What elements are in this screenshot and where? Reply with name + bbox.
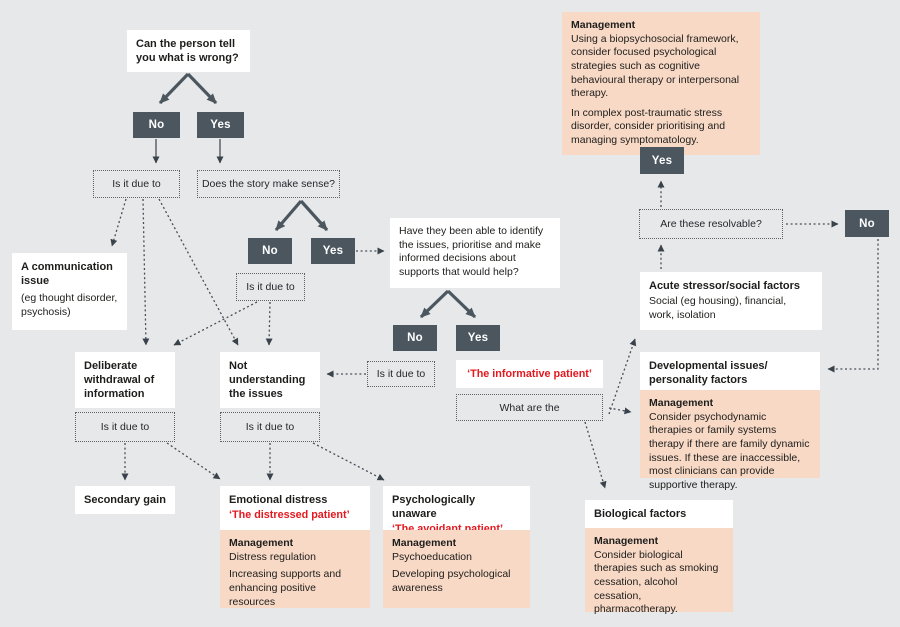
solid-arrows [156, 139, 220, 163]
node-yes-2 [311, 238, 355, 264]
arrow-due1-to-communication [112, 199, 126, 246]
node-no-4 [845, 210, 889, 237]
node-emotional-management [220, 530, 370, 608]
node-deliberate-withdrawal [75, 352, 175, 408]
node-title: A communication issue [21, 261, 113, 288]
node-text: Can the person tell you what is wrong? [136, 38, 239, 65]
node-title: Deliberate withdrawal of information [84, 360, 155, 401]
node-title: Developmental issues/ personality factors [649, 360, 768, 387]
node-label: Is it due to [100, 421, 150, 433]
node-story-make-sense [197, 170, 340, 198]
management-heading: Management [649, 397, 714, 409]
management-heading: Management [571, 19, 636, 31]
arrow-no4-to-developmental [828, 239, 878, 369]
arrow-whatarethe-to-acute [609, 339, 635, 414]
node-is-it-due-to-3 [367, 361, 435, 387]
arrow-story-to-yes2 [301, 201, 327, 230]
node-biological-management [585, 528, 733, 616]
management-line: Psychoeducation [392, 550, 472, 563]
management-line: Distress regulation [229, 550, 316, 563]
node-no-1 [133, 112, 180, 138]
node-label: Yes [651, 154, 673, 167]
node-title: Not understanding the issues [229, 360, 306, 401]
management-heading: Management [392, 537, 457, 549]
arrow-due5-to-avoidant [313, 443, 384, 480]
arrow-cantell-to-yes1 [188, 74, 216, 103]
node-label: Are these resolvable? [660, 218, 762, 230]
node-top-management [562, 12, 760, 155]
node-text: Have they been able to identify the issues, prioritise and make informed decisions about supports that would help? [399, 225, 544, 278]
node-can-person-tell [127, 30, 250, 72]
node-are-these-resolvable [639, 209, 783, 239]
node-informative-patient [456, 360, 603, 388]
node-label: Is it due to [246, 281, 295, 293]
arrow-due1-to-notunderstanding [159, 199, 238, 345]
arrow-whatarethe-to-developmental [609, 408, 631, 412]
node-title: Biological factors [594, 507, 687, 520]
node-is-it-due-to-1 [93, 170, 180, 198]
node-no-2 [248, 238, 292, 264]
management-heading: Management [594, 535, 659, 547]
management-paragraph: Consider biological therapies such as smoking cessation, alcohol cessation, pharmacotherapy. [594, 548, 719, 616]
arrow-due2-to-withdrawal [174, 302, 257, 345]
node-title: Psychologically unaware [392, 494, 476, 521]
arrow-informed-to-yes3 [448, 291, 475, 317]
node-label: No [859, 217, 875, 230]
node-label: No [407, 332, 423, 344]
node-what-are-the [456, 394, 603, 421]
management-line: Increasing supports and enhancing positive resources [229, 568, 342, 608]
node-title: Acute stressor/social factors [649, 280, 801, 292]
node-not-understanding [220, 352, 320, 408]
node-yes-1 [197, 112, 244, 138]
node-yes-4 [640, 147, 684, 174]
arrow-story-to-no2 [276, 201, 301, 230]
node-label: Is it due to [245, 421, 295, 433]
node-secondary-gain [75, 486, 175, 514]
node-psychologically-unaware [383, 486, 530, 530]
arrow-due1-to-withdrawal [143, 199, 146, 345]
node-label: Does the story make sense? [201, 178, 336, 190]
arrow-cantell-to-no1 [160, 74, 188, 103]
node-title: Secondary gain [84, 493, 166, 506]
node-subtitle: (eg thought disorder, psychosis) [21, 292, 118, 318]
management-paragraph: Consider psychodynamic therapies or family systems therapy if there are family dynamic issues. If these are inaccessible, most clinicians can provide supportive therapy. [649, 410, 810, 491]
patient-type-label: ‘The distressed patient’ [229, 509, 350, 522]
arrow-whatarethe-to-biological [585, 422, 605, 488]
node-acute-stressor [640, 272, 822, 330]
node-biological-factors [585, 500, 733, 528]
node-label: What are the [499, 401, 560, 414]
node-title: Emotional distress [229, 494, 328, 506]
node-is-it-due-to-4 [75, 412, 175, 442]
arrow-due4-to-emotional [167, 443, 220, 479]
patient-type-label: ‘The informative patient’ [467, 368, 592, 380]
management-line: Developing psychological awareness [392, 568, 511, 594]
node-developmental-management [640, 390, 820, 491]
management-paragraph: In complex post-traumatic stress disorder, consider prioritising and managing symptomatology. [571, 106, 726, 147]
node-no-3 [393, 325, 437, 351]
arrow-informed-to-no3 [421, 291, 448, 317]
node-label: Yes [322, 245, 344, 257]
node-label: Is it due to [112, 178, 161, 190]
node-is-it-due-to-2 [236, 273, 305, 301]
node-communication-issue [12, 253, 127, 330]
arrow-due2-to-notunderstanding [269, 302, 270, 345]
node-yes-3 [456, 325, 500, 351]
node-subtitle: Social (eg housing), financial, work, isolation [649, 295, 787, 321]
management-paragraph: Using a biopsychosocial framework, consider focused psychological strategies such as cognitive behavioural therapy or interpersonal therapy. [571, 32, 740, 100]
node-is-it-due-to-5 [220, 412, 320, 442]
node-informed-decisions [390, 218, 560, 288]
node-developmental-issues [640, 352, 820, 390]
node-label: Is it due to [376, 368, 426, 380]
node-emotional-distress [220, 486, 370, 530]
node-label: Yes [210, 119, 231, 131]
node-label: No [148, 119, 165, 131]
management-heading: Management [229, 537, 294, 549]
node-label: No [262, 245, 278, 257]
node-label: Yes [467, 332, 489, 344]
node-avoidant-management [383, 530, 530, 608]
